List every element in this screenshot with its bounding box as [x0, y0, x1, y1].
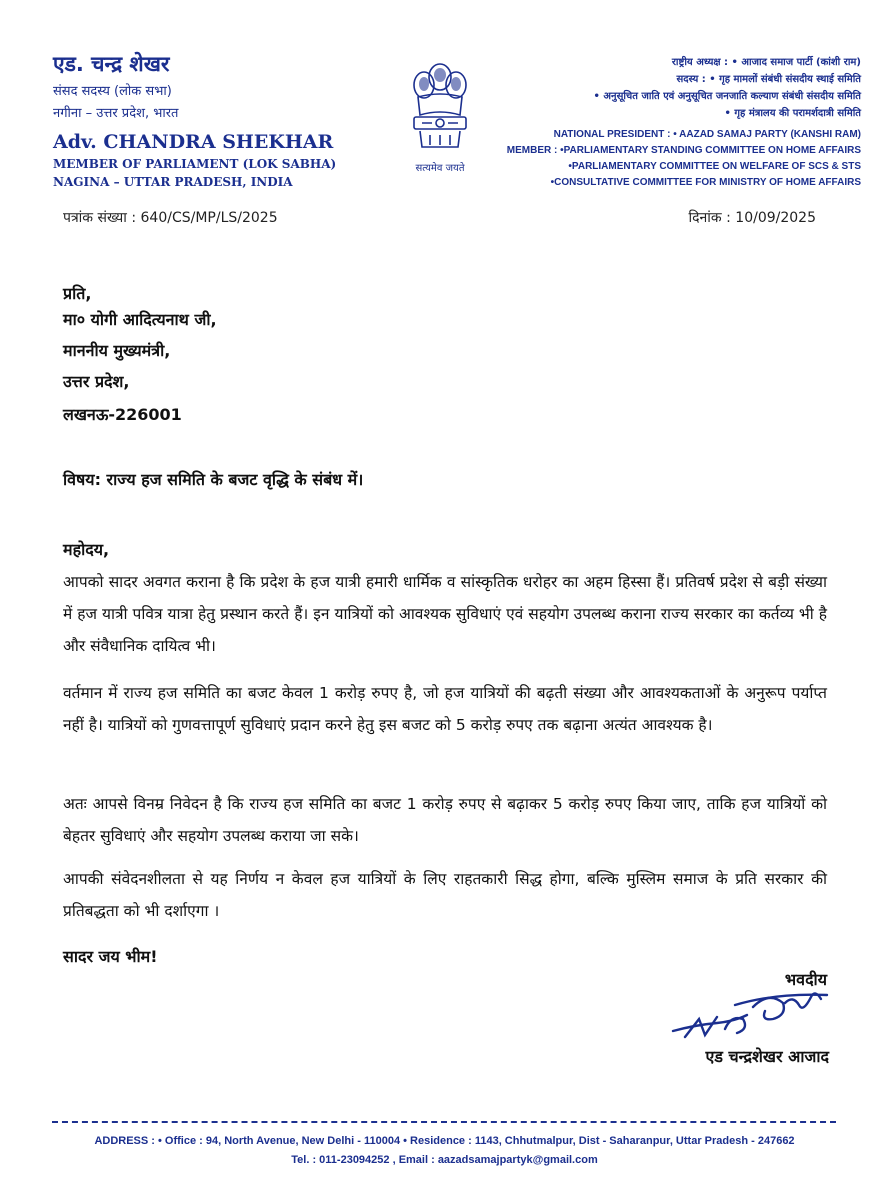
- body-paragraph: वर्तमान में राज्य हज समिति का बजट केवल 1 करोड़ रुपए है, जो हज यात्रियों की बढ़ती संख्या और आवश्यकताओं के अनुरूप पर्याप्त नहीं है। यात्रियों को गुणवत्तापूर्ण सुविधाएं प्रदान करने हेतु इस बजट को 5 करोड़ रुपए तक बढ़ाना अत्यंत आवश्यक है।: [63, 684, 827, 734]
- hindi-position-1: राष्ट्रीय अध्यक्ष : • आजाद समाज पार्टी (कांशी राम): [671, 57, 861, 68]
- address-line: माननीय मुख्यमंत्री,: [63, 341, 171, 360]
- english-constituency: NAGINA – UTTAR PRADESH, INDIA: [53, 175, 293, 189]
- signer-name: एड चन्द्रशेखर आजाद: [705, 1047, 829, 1066]
- letter-subject: विषय: राज्य हज समिति के बजट वृद्धि के संबंध में।: [63, 470, 364, 489]
- english-position-1: NATIONAL PRESIDENT : • AAZAD SAMAJ PARTY (KANSHI RAM): [553, 129, 861, 140]
- body-paragraph: आपकी संवेदनशीलता से यह निर्णय न केवल हज यात्रियों के लिए राहतकारी सिद्ध होगा, बल्कि मुस्लिम समाज के प्रति सरकार की प्रतिबद्धता को भी दर्शाएगा ।: [63, 870, 827, 920]
- address-line: उत्तर प्रदेश,: [63, 372, 130, 391]
- english-name: Adv. CHANDRA SHEKHAR: [53, 131, 334, 153]
- english-position-4: •CONSULTATIVE COMMITTEE FOR MINISTRY OF HOME AFFAIRS: [550, 177, 861, 188]
- closing-line: सादर जय भीम!: [63, 947, 158, 966]
- reference-number: पत्रांक संख्या : 640/CS/MP/LS/2025: [63, 210, 278, 226]
- signature-scribble: [665, 985, 835, 1045]
- body-paragraph: आपको सादर अवगत कराना है कि प्रदेश के हज यात्री हमारी धार्मिक व सांस्कृतिक धरोहर का अहम हिस्सा हैं। प्रतिवर्ष प्रदेश से बड़ी संख्या में हज यात्री पवित्र यात्रा हेतु प्रस्थान करते हैं। इन यात्रियों को आवश्यक सुविधाएं एवं सहयोग उपलब्ध कराना राज्य सरकार का कर्तव्य भी है और संवैधानिक दायित्व भी।: [63, 573, 827, 655]
- hindi-role: संसद सदस्य (लोक सभा): [53, 84, 172, 99]
- address-line: लखनऊ-226001: [63, 405, 182, 424]
- salutation: महोदय,: [63, 540, 110, 559]
- letter-date: दिनांक : 10/09/2025: [688, 210, 816, 226]
- address-line: मा० योगी आदित्यनाथ जी,: [63, 310, 217, 329]
- english-position-3: •PARLIAMENTARY COMMITTEE ON WELFARE OF SCS & STS: [568, 161, 861, 172]
- hindi-position-4: • गृह मंत्रालय की परामर्शदात्री समिति: [724, 108, 861, 119]
- hindi-constituency: नगीना – उत्तर प्रदेश, भारत: [53, 106, 179, 121]
- footer-divider: [52, 1121, 836, 1123]
- valediction: भवदीय: [784, 970, 827, 989]
- english-position-2: MEMBER : •PARLIAMENTARY STANDING COMMITTEE ON HOME AFFAIRS: [506, 145, 861, 156]
- english-role: MEMBER OF PARLIAMENT (LOK SABHA): [53, 157, 337, 171]
- body-paragraph: अतः आपसे विनम्र निवेदन है कि राज्य हज समिति का बजट 1 करोड़ रुपए से बढ़ाकर 5 करोड़ रुपए किया जाए, ताकि हज यात्रियों को बेहतर सुविधाएं और सहयोग उपलब्ध कराया जा सके।: [63, 795, 827, 845]
- hindi-name: एड. चन्द्र शेखर: [53, 52, 170, 76]
- national-emblem-icon: [400, 55, 480, 155]
- hindi-position-3: • अनुसूचित जाति एवं अनुसूचित जनजाति कल्याण संबंधी संसदीय समिति: [593, 91, 861, 102]
- footer-contact: Tel. : 011-23094252 , Email : aazadsamajpartyk@gmail.com: [291, 1154, 598, 1166]
- hindi-position-2: सदस्य : • गृह मामलों संबंधी संसदीय स्थाई समिति: [676, 74, 861, 85]
- footer-address: ADDRESS : • Office : 94, North Avenue, New Delhi - 110004 • Residence : 1143, Chhutmalpur, Dist - Saharanpur, Uttar Pradesh - 247662: [94, 1135, 795, 1147]
- address-line: प्रति,: [63, 284, 92, 303]
- emblem-motto: सत्यमेव जयते: [415, 163, 465, 174]
